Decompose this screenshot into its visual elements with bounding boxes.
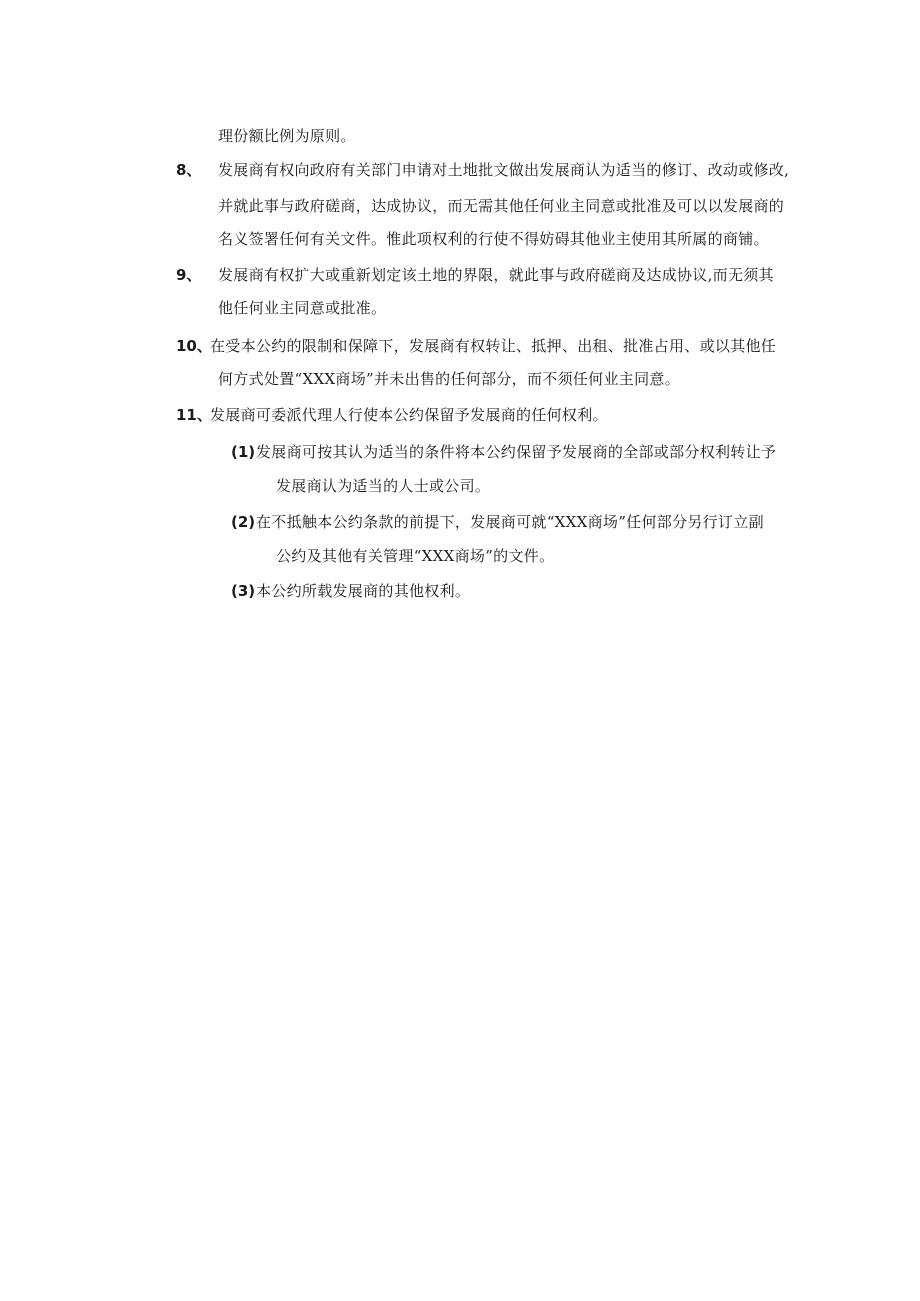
subitem-text-line: 本公约所载发展商的其他权利。	[256, 582, 471, 600]
continuation-text: 理份额比例为原则。	[218, 127, 356, 145]
item-text-line: 他任何业主同意或批准。	[218, 299, 387, 317]
item-text-line: 何方式处置“XXX商场”并未出售的任何部分，而不须任何业主同意。	[218, 370, 680, 388]
item-number: 11、	[176, 406, 212, 424]
item-text-line: 发展商可委派代理人行使本公约保留予发展商的任何权利。	[210, 406, 608, 424]
item-text-line: 并就此事与政府磋商，达成协议，而无需其他任何业主同意或批准及可以以发展商的	[218, 197, 785, 215]
item-text-line: 发展商有权扩大或重新划定该土地的界限，就此事与政府磋商及达成协议,而无须其	[218, 266, 774, 284]
item-number: 8、	[176, 161, 202, 179]
subitem-text-line: 在不抵触本公约条款的前提下，发展商可就“XXX商场”任何部分另行订立副	[256, 513, 764, 531]
item-text-line: 名义签署任何有关文件。惟此项权利的行使不得妨碍其他业主使用其所属的商铺。	[218, 230, 769, 248]
item-number: 9、	[176, 266, 202, 284]
item-text-line: 发展商有权向政府有关部门申请对土地批文做出发展商认为适当的修订、改动或修改,	[218, 161, 790, 179]
subitem-text-line: 公约及其他有关管理“XXX商场”的文件。	[276, 547, 555, 565]
subitem-text-line: 发展商可按其认为适当的条件将本公约保留予发展商的全部或部分权利转让予	[256, 443, 777, 461]
subitem-number: (1)	[231, 443, 256, 461]
item-number: 10、	[176, 337, 212, 355]
subitem-number: (2)	[231, 513, 256, 531]
subitem-text-line: 发展商认为适当的人士或公司。	[276, 477, 491, 495]
subitem-number: (3)	[231, 582, 256, 600]
item-text-line: 在受本公约的限制和保障下，发展商有权转让、抵押、出租、批准占用、或以其他任	[210, 337, 777, 355]
